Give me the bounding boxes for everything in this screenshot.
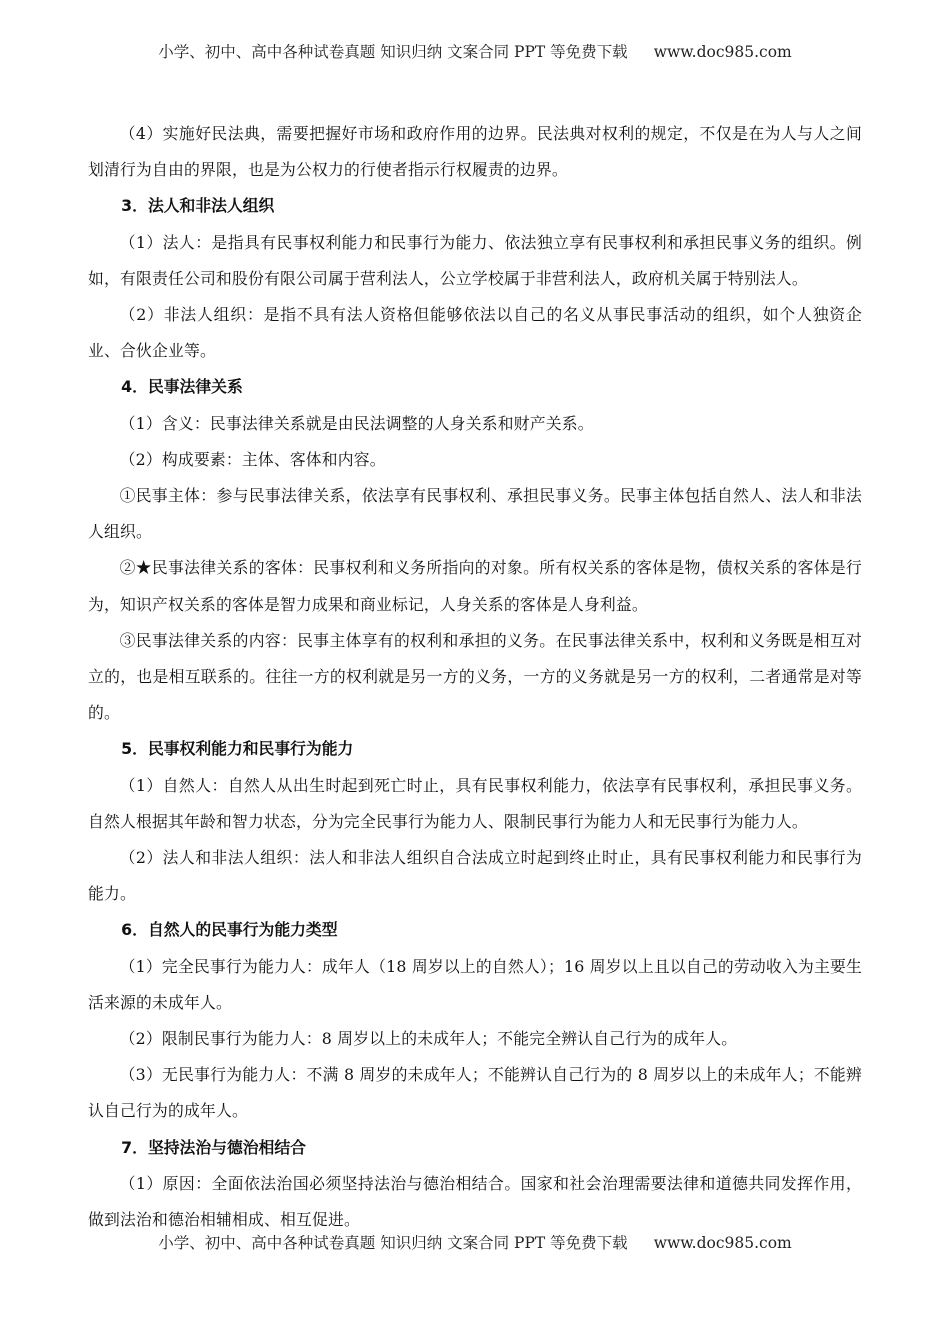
paragraph: ①民事主体：参与民事法律关系，依法享有民事权利、承担民事义务。民事主体包括自然人、法人和非法人组织。 (88, 486, 862, 542)
section-heading: 4．民事法律关系 (121, 377, 243, 397)
paragraph: （2）构成要素：主体、客体和内容。 (119, 449, 386, 469)
paragraph: （2）法人和非法人组织：法人和非法人组织自合法成立时起到终止时止，具有民事权利能力和民事行为能力。 (88, 848, 862, 904)
paragraph: （1）原因：全面依法治国必须坚持法治与德治相结合。国家和社会治理需要法律和道德共同发挥作用，做到法治和德治相辅相成、相互促进。 (88, 1173, 862, 1230)
paragraph: （1）自然人：自然人从出生时起到死亡时止，具有民事权利能力，依法享有民事权利，承担民事义务。自然人根据其年龄和智力状态，分为完全民事行为能力人、限制民事行为能力人和无民事行为能力人。 (88, 775, 862, 831)
paragraph: （2）限制民事行为能力人：8 周岁以上的未成年人；不能完全辨认自己行为的成年人。 (119, 1029, 738, 1049)
paragraph: （3）无民事行为能力人：不满 8 周岁的未成年人；不能辨认自己行为的 8 周岁以上的未成年人；不能辨认自己行为的成年人。 (88, 1065, 862, 1121)
header-url[interactable]: www.doc985.com (653, 43, 792, 61)
footer-text: 小学、初中、高中各种试卷真题 知识归纳 文案合同 PPT 等免费下载 (158, 1234, 628, 1252)
section-heading: 5．民事权利能力和民事行为能力 (121, 739, 354, 759)
page-footer (0, 1231, 950, 1253)
paragraph: （1）完全民事行为能力人：成年人（18 周岁以上的自然人）；16 周岁以上且以自己的劳动收入为主要生活来源的未成年人。 (88, 956, 862, 1012)
paragraph: ③民事法律关系的内容：民事主体享有的权利和承担的义务。在民事法律关系中，权利和义务既是相互对立的，也是相互联系的。往往一方的权利就是另一方的义务，一方的义务就是另一方的权利，二者通常是对等的。 (88, 630, 862, 723)
footer-url[interactable]: www.doc985.com (653, 1234, 792, 1252)
paragraph: （2）非法人组织：是指不具有法人资格但能够依法以自己的名义从事民事活动的组织，如个人独资企业、合伙企业等。 (88, 305, 862, 361)
paragraph: （1）含义：民事法律关系就是由民法调整的人身关系和财产关系。 (119, 413, 594, 433)
section-heading: 6．自然人的民事行为能力类型 (121, 920, 338, 940)
paragraph: （1）法人：是指具有民事权利能力和民事行为能力、依法独立享有民事权利和承担民事义务的组织。例如，有限责任公司和股份有限公司属于营利法人，公立学校属于非营利法人，政府机关属于特别法人。 (88, 232, 862, 288)
section-heading: 3．法人和非法人组织 (121, 196, 275, 216)
paragraph: （4）实施好民法典，需要把握好市场和政府作用的边界。民法典对权利的规定，不仅是在为人与人之间划清行为自由的界限，也是为公权力的行使者指示行权履责的边界。 (88, 124, 862, 180)
page-header (0, 40, 950, 62)
header-text: 小学、初中、高中各种试卷真题 知识归纳 文案合同 PPT 等免费下载 (158, 43, 628, 61)
document-body (88, 116, 862, 1238)
paragraph: ②★民事法律关系的客体：民事权利和义务所指向的对象。所有权关系的客体是物，债权关系的客体是行为，知识产权关系的客体是智力成果和商业标记，人身关系的客体是人身利益。 (88, 558, 862, 614)
section-heading: 7．坚持法治与德治相结合 (121, 1137, 306, 1157)
